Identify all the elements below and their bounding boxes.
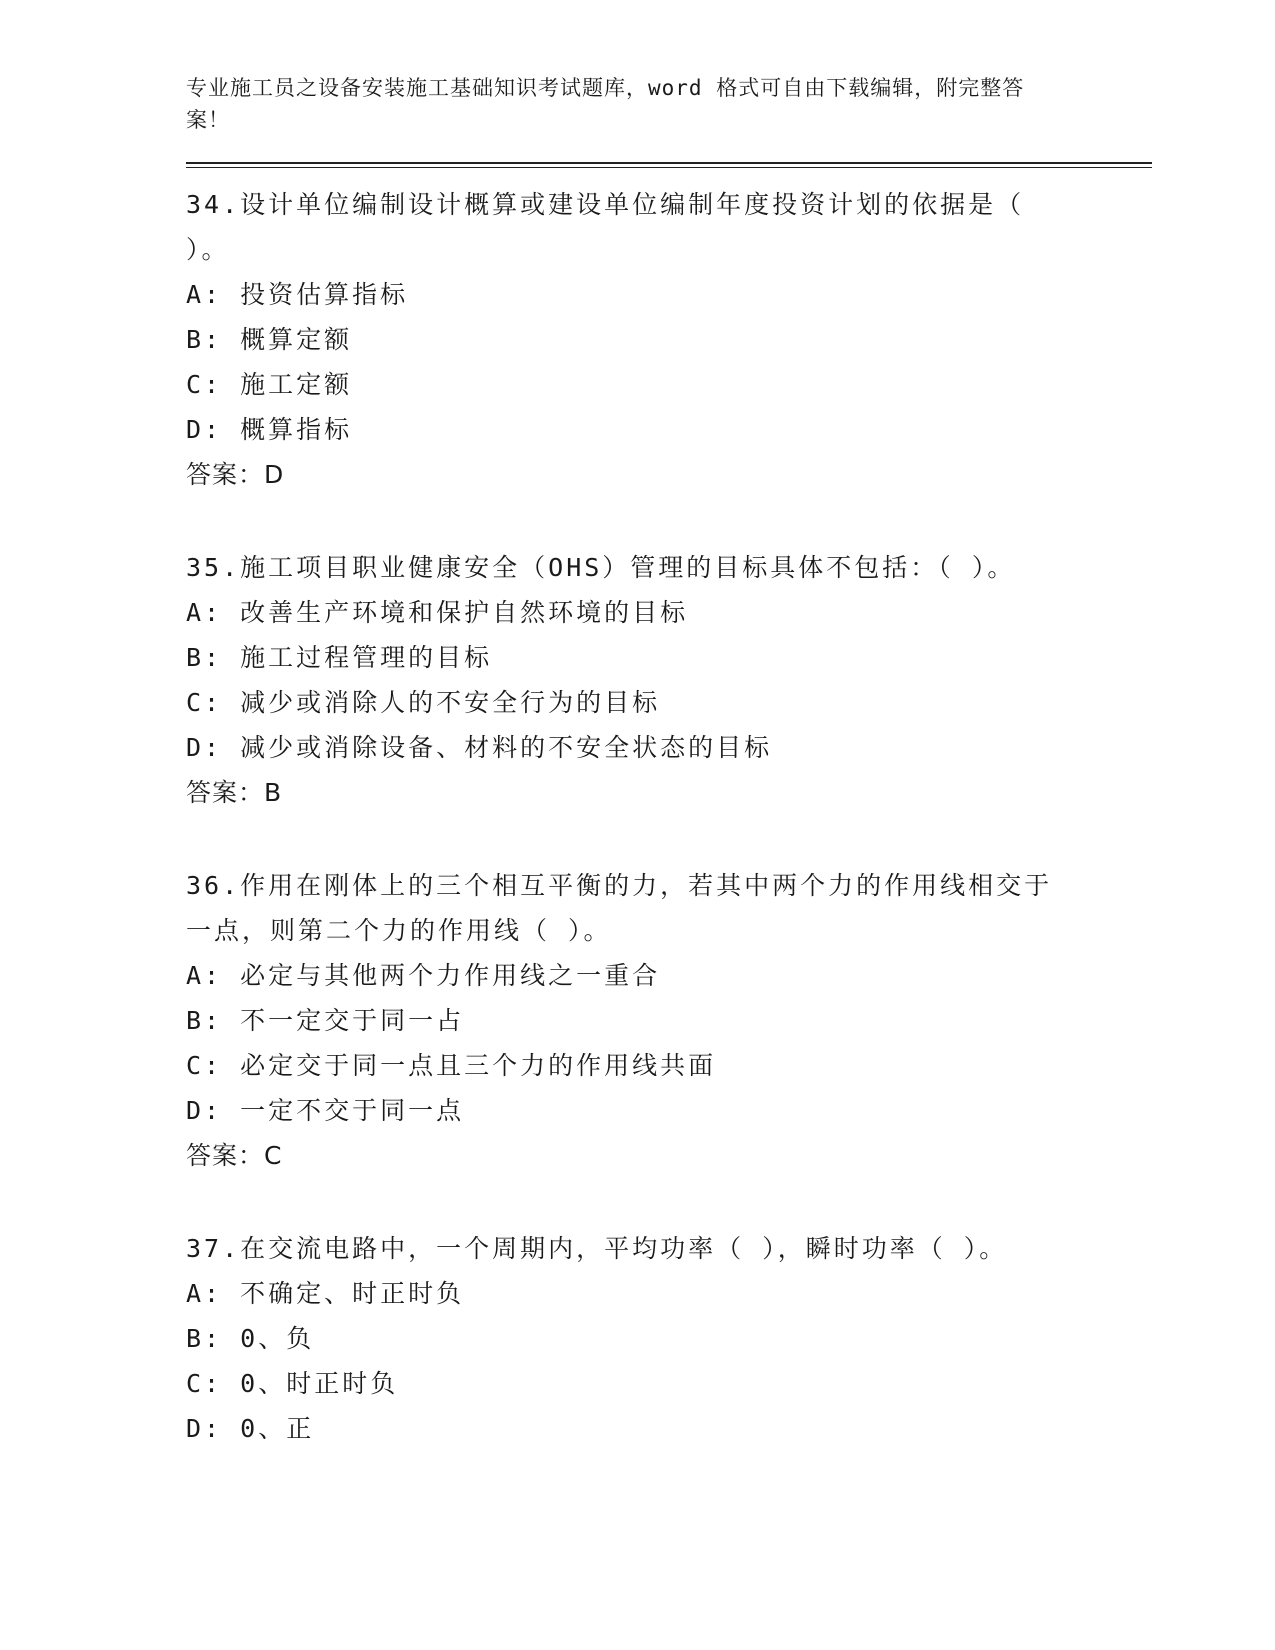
answer-line: 答案：C (186, 1141, 283, 1170)
option-d: D: 0、正 (186, 1414, 315, 1443)
document-page (186, 72, 1152, 1451)
option-c: C: 施工定额 (186, 370, 353, 399)
answer-line: 答案：B (186, 778, 283, 807)
answer-line: 答案：D (186, 460, 285, 489)
option-b: B: 不一定交于同一占 (186, 1006, 465, 1035)
question-36 (186, 863, 1152, 1178)
option-d: D: 一定不交于同一点 (186, 1096, 465, 1125)
question-stem: 35.施工项目职业健康安全（OHS）管理的目标具体不包括：（ ）。 (186, 553, 1016, 582)
option-c: C: 必定交于同一点且三个力的作用线共面 (186, 1051, 717, 1080)
question-34 (186, 182, 1152, 497)
question-stem: 37.在交流电路中，一个周期内，平均功率（ ），瞬时功率（ ）。 (186, 1234, 1008, 1263)
option-d: D: 减少或消除设备、材料的不安全状态的目标 (186, 733, 773, 762)
option-b: B: 0、负 (186, 1324, 315, 1353)
option-d: D: 概算指标 (186, 415, 353, 444)
option-a: A: 投资估算指标 (186, 280, 409, 309)
question-35 (186, 545, 1152, 815)
question-stem: 34.设计单位编制设计概算或建设单位编制年度投资计划的依据是（ ）。 (186, 190, 1025, 264)
document-header: 专业施工员之设备安装施工基础知识考试题库，word 格式可自由下载编辑，附完整答案！ (186, 76, 1025, 132)
header-divider (186, 162, 1152, 168)
question-37 (186, 1226, 1152, 1451)
option-a: A: 不确定、时正时负 (186, 1279, 465, 1308)
option-a: A: 改善生产环境和保护自然环境的目标 (186, 598, 689, 627)
option-c: C: 0、时正时负 (186, 1369, 399, 1398)
question-stem: 36.作用在刚体上的三个相互平衡的力，若其中两个力的作用线相交于一点，则第二个力的作用线（ ）。 (186, 871, 1053, 945)
option-a: A: 必定与其他两个力作用线之一重合 (186, 961, 661, 990)
option-b: B: 施工过程管理的目标 (186, 643, 493, 672)
option-b: B: 概算定额 (186, 325, 353, 354)
option-c: C: 减少或消除人的不安全行为的目标 (186, 688, 661, 717)
